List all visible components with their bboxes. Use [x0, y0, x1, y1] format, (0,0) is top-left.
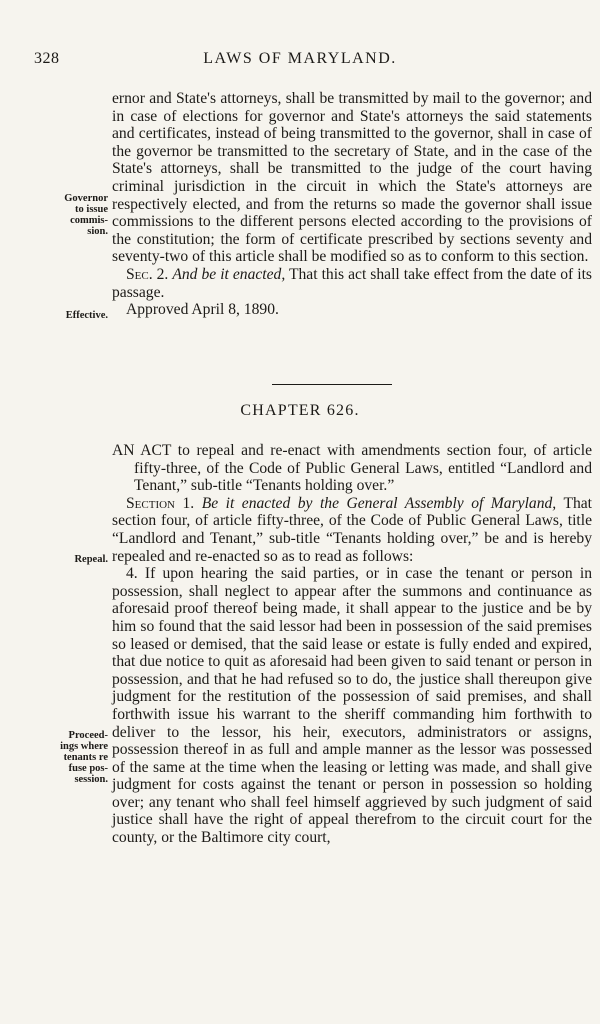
- section-1-enacting-clause: Be it enacted by the General Assembly of Maryland,: [201, 494, 557, 512]
- margin-note-line: tenants re: [63, 752, 108, 763]
- section-1-paragraph: [112, 495, 592, 565]
- margin-note-line: commis-: [70, 215, 108, 226]
- section-1-label: Section 1.: [126, 494, 195, 512]
- margin-note-line: to issue: [75, 204, 108, 215]
- margin-note-proceedings: [28, 730, 108, 785]
- margin-note-line: fuse pos-: [68, 763, 108, 774]
- margin-note-repeal: [28, 554, 108, 565]
- margin-note-line: ings where: [60, 741, 108, 752]
- running-title: LAWS OF MARYLAND.: [203, 50, 397, 67]
- margin-note-line: Effective.: [65, 310, 108, 321]
- section-4-paragraph: 4. If upon hearing the said parties, or in case the tenant or person in possession, shall neglect to appear after the summons and continuance as aforesaid proof thereof being made, it shall appear to the justice and be by him so found that the said lessor had been in possession of the said premises so leased or demised, that the said lease or estate is fully ended and expired, that due notice to quit as aforesaid had been given to said tenant or person in possession, and that he had refused so to do, the justice shall thereupon give judgment for the restitution of the possession of said premises, and shall forthwith issue his warrant to the sheriff commanding him forthwith to deliver to the lessor, his heir, executors, administrators or assigns, possession thereof in as full and ample manner as the lessor was possessed of the same at the time when the leasing or letting was made, and shall give judgment for costs against the tenant or person in possession so holding over; any tenant who shall feel himself aggrieved by such judgment of said justice shall have the right of appeal therefrom to the circuit court for the county, or the Baltimore city court,: [112, 565, 592, 847]
- act-title: AN ACT to repeal and re-enact with amendments section four, of article fifty-three, of the Code of Public General Laws, entitled “Landlord and Tenant,” sub-title “Tenants holding over.”: [112, 442, 592, 495]
- section-1-text: That section four, of article fifty-three, of the Code of Public General Laws, title “Landlord and Tenant,” sub-title “Tenants holding over,” be and is hereby repealed and re-enacted so as to read as follows:: [112, 494, 593, 565]
- page-number: 328: [34, 50, 60, 67]
- section-2-paragraph: [112, 266, 592, 301]
- section-2-label: Sec. 2.: [126, 265, 169, 283]
- margin-note-line: Governor: [64, 193, 108, 204]
- page-header: [0, 50, 600, 72]
- margin-note-effective: [28, 310, 108, 321]
- section-divider: [272, 384, 392, 385]
- approval-date: Approved April 8, 1890.: [126, 301, 279, 319]
- chapter-body: [112, 442, 592, 847]
- chapter-heading: CHAPTER 626.: [240, 402, 360, 419]
- margin-note-line: Proceed-: [68, 730, 108, 741]
- section-2-enacting-clause: And be it enacted,: [172, 265, 286, 283]
- continued-section: [112, 90, 592, 319]
- margin-note-line: Repeal.: [74, 554, 108, 565]
- section-2-text: That this act shall take effect from the date of its passage.: [112, 265, 592, 301]
- continued-paragraph: ernor and State's attorneys, shall be transmitted by mail to the governor; and in case of elections for governor and State's attorneys the said statements and certificates, instead of being transmitted to the governor, shall in case of the governor be transmitted to the secretary of State, and in the case of the State's attorneys, shall be transmitted to the judge of the court having criminal jurisdiction in the circuit in which the State's attorneys are respectively elected, and from the returns so made the governor shall issue commissions to the different persons elected according to the provisions of the constitution; the form of certificate prescribed by sections seventy and seventy-two of this article shall be modified so as to conform to this section.: [112, 90, 592, 266]
- margin-note-line: sion.: [87, 226, 108, 237]
- margin-note-governor: [28, 193, 108, 237]
- margin-note-line: session.: [74, 774, 108, 785]
